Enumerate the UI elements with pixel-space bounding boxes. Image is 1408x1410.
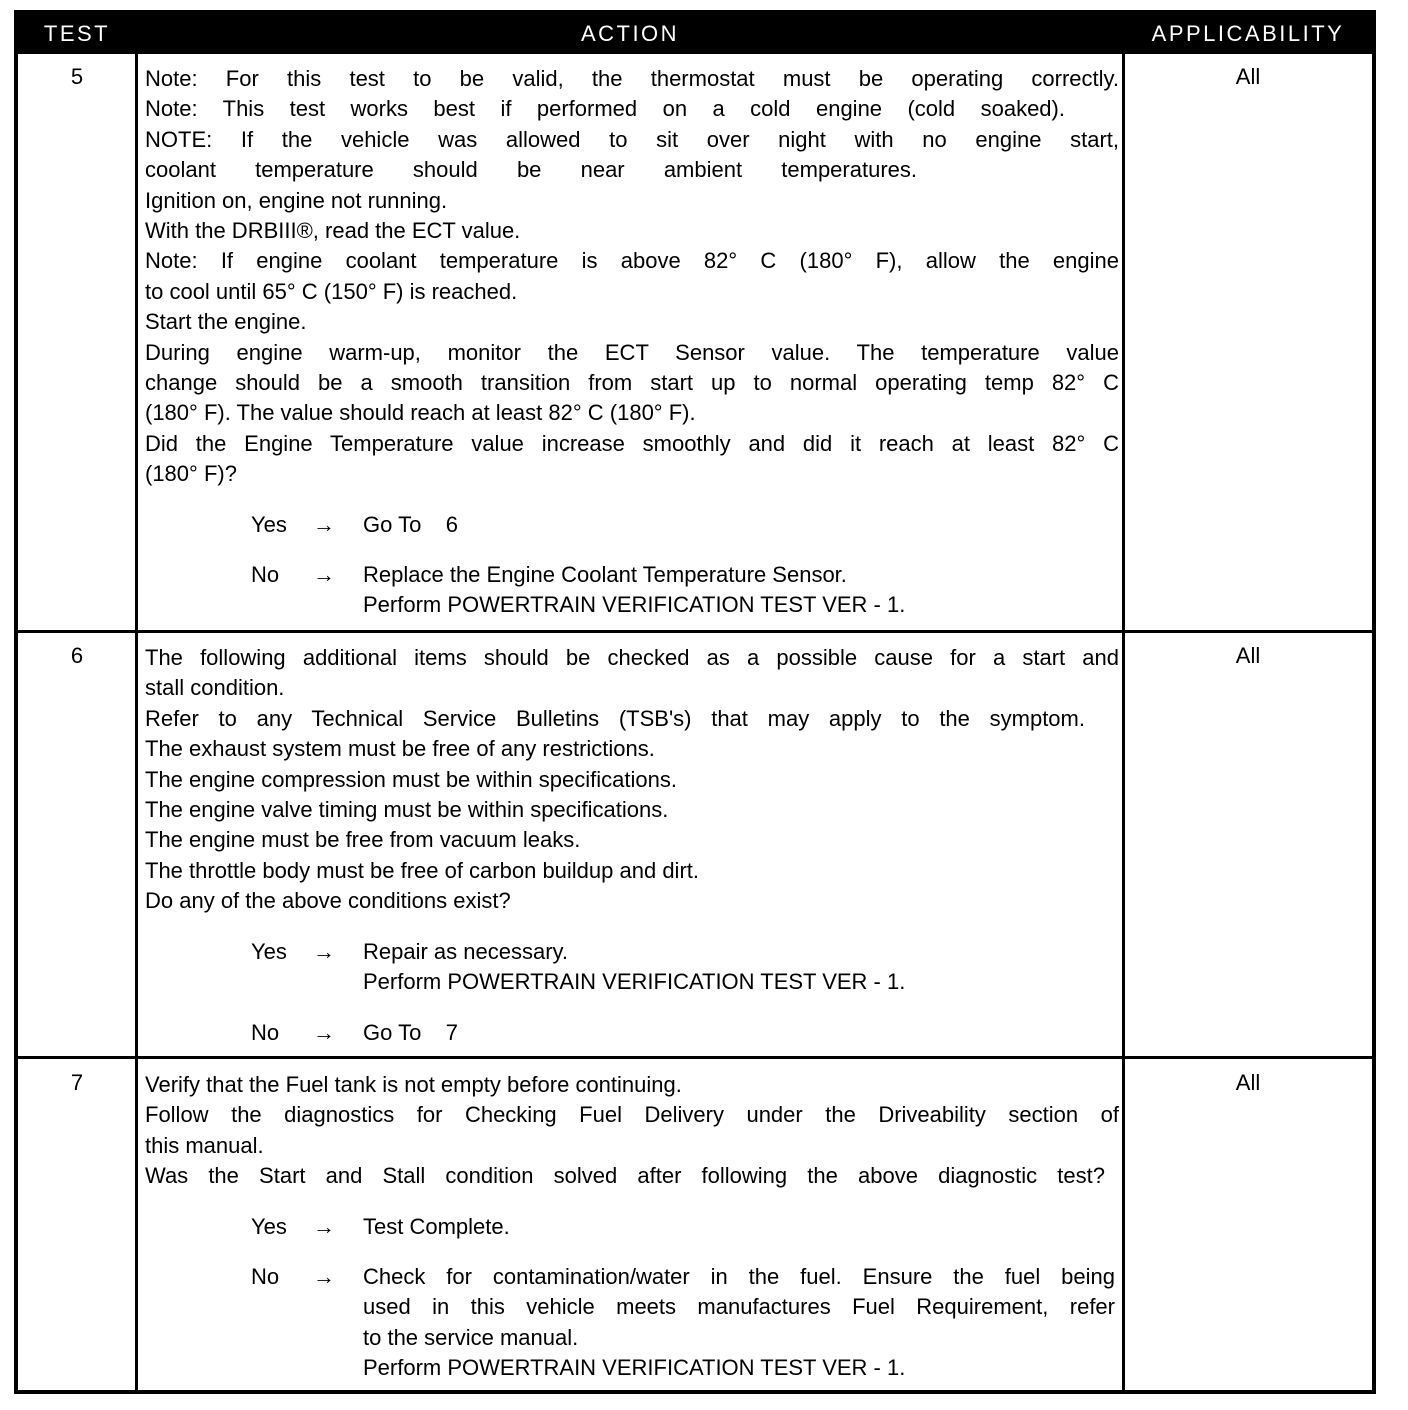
action-line: During engine warm-up, monitor the ECT Sensor value. The temperature value [145, 339, 1119, 365]
header-test: TEST [43, 21, 111, 46]
action-line: change should be a smooth transition from start up to normal operating temp 82° C [145, 370, 1119, 396]
no-label: No [251, 562, 280, 587]
yes-label: Yes [251, 1214, 287, 1239]
result-line: to the service manual. [363, 1324, 579, 1350]
applicability: All [1235, 1070, 1261, 1095]
action-line: coolant temperature should be near ambient temperatures. [145, 157, 917, 183]
action-line: to cool until 65° C (150° F) is reached. [145, 278, 518, 304]
result-line: Perform POWERTRAIN VERIFICATION TEST VER - 1. [363, 1355, 906, 1381]
action-line: this manual. [145, 1132, 264, 1158]
result-line: Go To 7 [363, 1020, 458, 1045]
header-applicability: APPLICABILITY [1151, 21, 1345, 46]
test-action [145, 64, 1119, 490]
action-line: Was the Start and Stall condition solved after following the above diagnostic test? [145, 1163, 1105, 1189]
action-line: Note: If engine coolant temperature is above 82° C (180° F), allow the engine [145, 248, 1119, 274]
no-label: No [251, 1020, 280, 1045]
action-line: (180° F). The value should reach at least 82° C (180° F). [145, 400, 696, 426]
action-line: Ignition on, engine not running. [145, 187, 448, 213]
result-line: used in this vehicle meets manufactures Fuel Requirement, refer [363, 1294, 1115, 1320]
result-line: Check for contamination/water in the fuel. Ensure the fuel being [363, 1264, 1115, 1289]
arrow-icon: → [313, 1214, 335, 1239]
test-number: 5 [70, 64, 84, 89]
action-line: stall condition. [145, 675, 285, 701]
action-line: Did the Engine Temperature value increase smoothly and did it reach at least 82° C [145, 430, 1119, 456]
no-result [363, 1018, 458, 1048]
no-result [363, 560, 905, 621]
action-line: Verify that the Fuel tank is not empty before continuing. [145, 1072, 682, 1097]
arrow-icon: → [313, 512, 335, 537]
yes-label: Yes [251, 512, 287, 537]
no-result [363, 1262, 1115, 1384]
action-line: NOTE: If the vehicle was allowed to sit over night with no engine start, [145, 126, 1119, 152]
action-line: Start the engine. [145, 309, 307, 335]
test-number: 6 [70, 643, 84, 668]
result-line: Go To 6 [363, 512, 458, 537]
action-line: (180° F)? [145, 461, 237, 487]
action-line: The engine must be free from vacuum leaks. [145, 827, 581, 853]
arrow-icon: → [313, 562, 335, 587]
result-line: Perform POWERTRAIN VERIFICATION TEST VER - 1. [363, 969, 906, 995]
column-divider-applicability [1122, 54, 1125, 1394]
diagnostic-table [14, 10, 1376, 1394]
result-line: Replace the Engine Coolant Temperature Sensor. [363, 562, 847, 587]
action-line: Do any of the above conditions exist? [145, 888, 511, 914]
yes-result [363, 1212, 510, 1242]
applicability: All [1235, 643, 1261, 668]
result-line: Perform POWERTRAIN VERIFICATION TEST VER - 1. [363, 592, 906, 618]
action-line: The engine compression must be within specifications. [145, 766, 677, 792]
arrow-icon: → [313, 939, 335, 964]
action-line: With the DRBIII®, read the ECT value. [145, 218, 521, 244]
action-line: The engine valve timing must be within specifications. [145, 797, 669, 823]
column-divider-test [135, 54, 138, 1394]
action-line: Note: For this test to be valid, the thermostat must be operating correctly. [145, 66, 1119, 91]
result-line: Repair as necessary. [363, 939, 569, 964]
applicability: All [1235, 64, 1261, 89]
action-line: Refer to any Technical Service Bulletins (TSB's) that may apply to the symptom. [145, 705, 1085, 731]
action-line: The throttle body must be free of carbon buildup and dirt. [145, 857, 699, 883]
action-line: The following additional items should be checked as a possible cause for a start and [145, 645, 1119, 670]
action-line: Note: This test works best if performed on a cold engine (cold soaked). [145, 96, 1065, 122]
yes-result [363, 937, 905, 998]
action-line: Follow the diagnostics for Checking Fuel Delivery under the Driveability section of [145, 1102, 1119, 1128]
header-action: ACTION [580, 21, 680, 46]
test-number: 7 [70, 1070, 84, 1095]
test-action [145, 643, 1119, 917]
yes-result [363, 510, 458, 540]
arrow-icon: → [313, 1020, 335, 1045]
test-action [145, 1070, 1119, 1192]
row-divider [18, 1056, 1372, 1059]
table-header [18, 14, 1372, 54]
no-label: No [251, 1264, 280, 1289]
arrow-icon: → [313, 1264, 335, 1289]
yes-label: Yes [251, 939, 287, 964]
action-line: The exhaust system must be free of any restrictions. [145, 736, 655, 762]
result-line: Test Complete. [363, 1214, 510, 1239]
row-divider [18, 630, 1372, 633]
